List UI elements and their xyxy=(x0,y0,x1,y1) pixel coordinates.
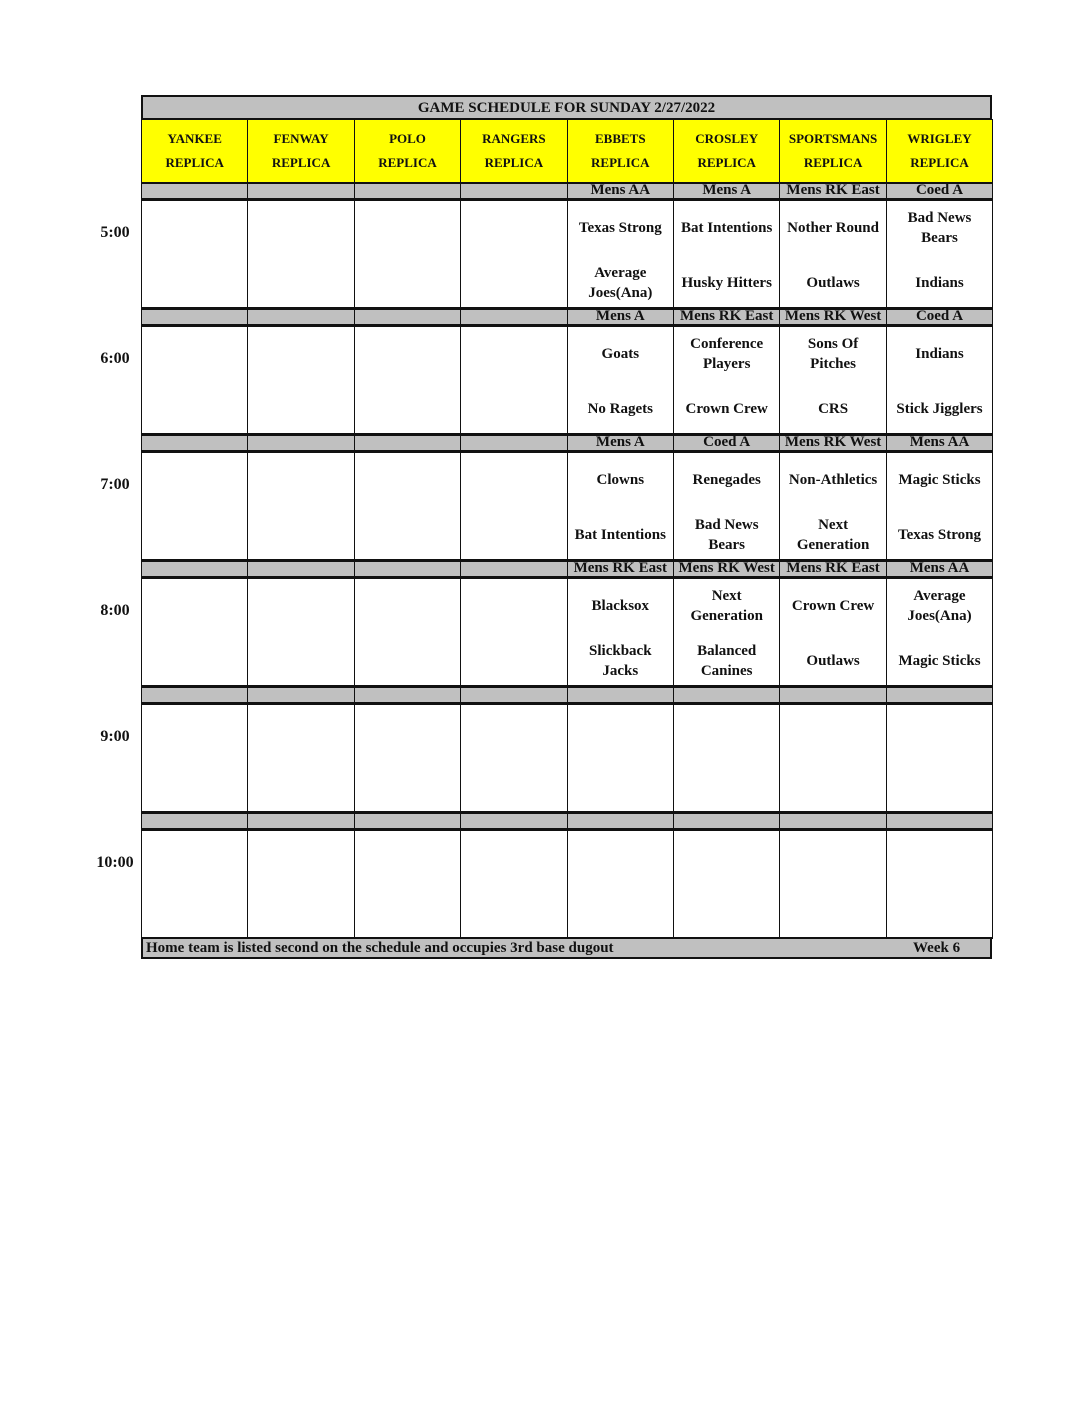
game-cell xyxy=(673,325,780,435)
away-team: Average Joes(Ana) xyxy=(907,588,972,624)
game-cell xyxy=(247,703,354,813)
game-cell xyxy=(886,325,993,435)
away-team: Next Generation xyxy=(690,588,763,624)
game-cell xyxy=(141,829,248,939)
division-strip xyxy=(460,309,567,325)
home-team: CRS xyxy=(818,401,849,417)
division-strip xyxy=(460,435,567,451)
home-team: Bad News Bears xyxy=(694,517,759,553)
field-name: SPORTSMANS xyxy=(788,131,878,146)
division-strip xyxy=(247,687,354,703)
division-strip: Mens RK East xyxy=(567,561,674,577)
field-header-rangers xyxy=(460,119,567,183)
game-cell xyxy=(673,199,780,309)
division-strip xyxy=(354,687,461,703)
game-cell xyxy=(779,199,886,309)
home-team: Crown Crew xyxy=(685,401,768,417)
division-strip xyxy=(460,687,567,703)
game-cell xyxy=(354,199,461,309)
field-header-polo xyxy=(354,119,461,183)
game-cell xyxy=(460,199,567,309)
field-header-crosley xyxy=(673,119,780,183)
field-type: REPLICA xyxy=(484,155,544,170)
division-strip xyxy=(247,813,354,829)
schedule-title: GAME SCHEDULE FOR SUNDAY 2/27/2022 xyxy=(141,95,992,119)
away-team: Non-Athletics xyxy=(788,472,878,488)
home-team: No Ragets xyxy=(587,401,653,417)
field-type: REPLICA xyxy=(165,155,224,170)
time-label: 9:00 xyxy=(100,728,130,745)
division-strip: Mens RK East xyxy=(779,561,886,577)
division-strip xyxy=(354,309,461,325)
division-strip xyxy=(354,435,461,451)
home-team: Outlaws xyxy=(806,275,860,291)
time-label: 6:00 xyxy=(100,350,130,367)
game-cell xyxy=(779,451,886,561)
division-strip xyxy=(141,687,248,703)
field-name: FENWAY xyxy=(273,131,329,146)
footer-note: Home team is listed second on the schedule and occupies 3rd base dugout xyxy=(146,940,614,956)
home-team: Stick Jigglers xyxy=(896,401,983,417)
away-team: Clowns xyxy=(596,472,645,488)
home-team: Bat Intentions xyxy=(574,527,666,543)
game-cell xyxy=(141,577,248,687)
game-cell xyxy=(779,829,886,939)
game-cell xyxy=(460,703,567,813)
away-team: Magic Sticks xyxy=(898,472,981,488)
away-team: Conference Players xyxy=(690,336,764,372)
away-team: Sons Of Pitches xyxy=(807,336,859,372)
game-cell xyxy=(673,703,780,813)
field-name: RANGERS xyxy=(482,131,546,146)
game-cell xyxy=(886,451,993,561)
division-strip xyxy=(567,813,674,829)
division-strip: Mens A xyxy=(567,309,674,325)
field-type: REPLICA xyxy=(803,155,863,170)
division-strip: Coed A xyxy=(673,435,780,451)
field-type: REPLICA xyxy=(271,155,331,170)
away-team: Blacksox xyxy=(591,598,650,614)
game-cell xyxy=(567,703,674,813)
division-strip xyxy=(141,561,248,577)
division-strip xyxy=(141,309,248,325)
away-team: Texas Strong xyxy=(578,220,662,236)
division-strip xyxy=(141,813,248,829)
division-strip: Mens AA xyxy=(886,561,993,577)
time-label: 10:00 xyxy=(96,854,134,871)
division-strip: Mens RK West xyxy=(779,309,886,325)
home-team: Next Generation xyxy=(796,517,870,553)
game-cell xyxy=(354,325,461,435)
division-strip xyxy=(460,561,567,577)
game-cell xyxy=(354,703,461,813)
home-team: Texas Strong xyxy=(898,527,981,543)
away-team: Renegades xyxy=(692,472,761,488)
game-cell xyxy=(779,577,886,687)
game-cell xyxy=(886,829,993,939)
field-name: WRIGLEY xyxy=(907,131,972,146)
game-cell xyxy=(354,451,461,561)
home-team: Slickback Jacks xyxy=(589,643,652,679)
away-team: Indians xyxy=(915,346,964,362)
time-label: 5:00 xyxy=(100,224,130,241)
division-strip xyxy=(247,435,354,451)
game-cell xyxy=(567,451,674,561)
game-cell xyxy=(141,199,248,309)
field-type: REPLICA xyxy=(910,155,969,170)
game-cell xyxy=(567,199,674,309)
home-team: Average Joes(Ana) xyxy=(588,265,653,301)
home-team: Indians xyxy=(915,275,964,291)
division-strip: Mens RK West xyxy=(779,435,886,451)
home-team: Magic Sticks xyxy=(898,653,981,669)
field-type: REPLICA xyxy=(378,155,437,170)
field-header-ebbets xyxy=(567,119,674,183)
division-strip: Mens RK East xyxy=(779,183,886,199)
game-cell xyxy=(247,829,354,939)
division-strip xyxy=(141,183,248,199)
division-strip xyxy=(354,813,461,829)
game-cell xyxy=(460,577,567,687)
game-cell xyxy=(247,451,354,561)
field-name: CROSLEY xyxy=(695,131,759,146)
division-strip: Coed A xyxy=(886,309,993,325)
division-strip: Mens RK East xyxy=(673,309,780,325)
field-header-yankee xyxy=(141,119,248,183)
game-cell xyxy=(141,325,248,435)
game-cell xyxy=(354,577,461,687)
field-header-fenway xyxy=(247,119,354,183)
field-name: POLO xyxy=(389,131,426,146)
game-cell xyxy=(779,325,886,435)
game-cell xyxy=(460,325,567,435)
game-cell xyxy=(141,703,248,813)
game-cell xyxy=(460,829,567,939)
division-strip xyxy=(673,813,780,829)
game-cell xyxy=(567,325,674,435)
game-cell xyxy=(141,451,248,561)
game-cell xyxy=(247,199,354,309)
division-strip xyxy=(886,687,993,703)
division-strip xyxy=(354,183,461,199)
division-strip: Mens AA xyxy=(886,435,993,451)
field-header-sportsmans xyxy=(779,119,886,183)
division-strip xyxy=(247,561,354,577)
away-team: Crown Crew xyxy=(791,598,875,614)
game-cell xyxy=(460,451,567,561)
home-team: Outlaws xyxy=(806,653,860,669)
game-cell xyxy=(886,703,993,813)
home-team: Balanced Canines xyxy=(697,643,757,679)
division-strip: Mens AA xyxy=(567,183,674,199)
division-strip xyxy=(460,183,567,199)
time-label: 8:00 xyxy=(100,602,130,619)
time-label: 7:00 xyxy=(100,476,130,493)
game-cell xyxy=(886,199,993,309)
away-team: Bat Intentions xyxy=(681,220,773,236)
division-strip xyxy=(779,687,886,703)
home-team: Husky Hitters xyxy=(681,275,772,291)
division-strip xyxy=(354,561,461,577)
away-team: Goats xyxy=(601,346,640,362)
division-strip xyxy=(886,813,993,829)
division-strip xyxy=(141,435,248,451)
field-type: REPLICA xyxy=(697,155,756,170)
game-cell xyxy=(886,577,993,687)
game-cell xyxy=(673,829,780,939)
schedule-table xyxy=(141,95,992,959)
field-type: REPLICA xyxy=(591,155,650,170)
division-strip: Mens A xyxy=(673,183,780,199)
game-cell xyxy=(354,829,461,939)
division-strip: Mens RK West xyxy=(673,561,780,577)
field-header-wrigley xyxy=(886,119,993,183)
game-cell xyxy=(247,577,354,687)
game-cell xyxy=(567,577,674,687)
division-strip xyxy=(247,183,354,199)
away-team: Bad News Bears xyxy=(907,210,972,246)
game-cell xyxy=(779,703,886,813)
game-cell xyxy=(567,829,674,939)
division-strip xyxy=(673,687,780,703)
division-strip: Mens A xyxy=(567,435,674,451)
division-strip: Coed A xyxy=(886,183,993,199)
field-name: YANKEE xyxy=(167,131,222,146)
division-strip xyxy=(779,813,886,829)
field-name: EBBETS xyxy=(594,131,646,146)
week-label: Week 6 xyxy=(913,940,961,956)
away-team: Nother Round xyxy=(787,220,879,236)
division-strip xyxy=(247,309,354,325)
game-cell xyxy=(673,451,780,561)
game-cell xyxy=(673,577,780,687)
division-strip xyxy=(567,687,674,703)
game-cell xyxy=(247,325,354,435)
division-strip xyxy=(460,813,567,829)
